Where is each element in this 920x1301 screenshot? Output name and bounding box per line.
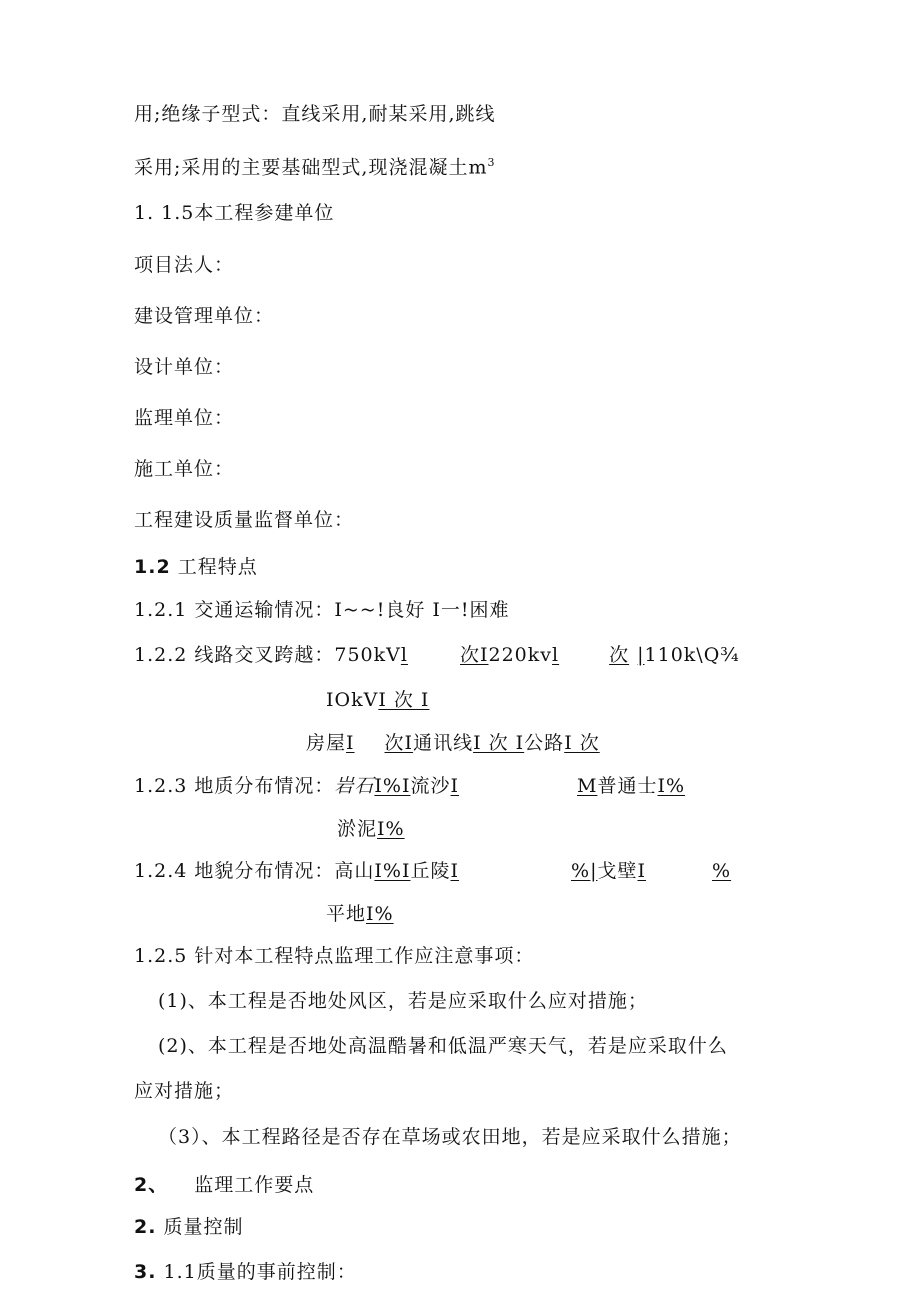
heading-participating-units: 1. 1.5本工程参建单位 <box>134 202 335 224</box>
crossing-220kv-blank <box>552 644 645 666</box>
crossing-220kv-label: 220kv <box>488 644 553 666</box>
crossing-750kv-unit: 次 <box>459 644 480 666</box>
geology-normal-soil-label: 普通士 <box>597 775 658 797</box>
section-number-1-2: 1.2 <box>134 556 171 578</box>
crossing-house-blank <box>346 732 413 754</box>
landform-hill-label: 丘陵 <box>410 860 451 882</box>
crossing-750kv-end: I <box>479 644 489 666</box>
landform-gobi-percent: % <box>712 860 732 882</box>
landform-hill-blank <box>450 860 597 882</box>
landform-hill-percent: % <box>571 860 591 882</box>
crossing-house-unit: 次 <box>384 732 405 754</box>
note-grassland-farmland: （3）、本工程路径是否存在草场或农田地，若是应采取什么措施； <box>158 1126 742 1148</box>
crossing-750kv-blank <box>401 644 489 666</box>
crossing-10kv-label: IOkV <box>326 689 379 711</box>
heading-quality-control <box>134 1214 244 1240</box>
landform-mountain-label: 1.2.4 地貌分布情况：高山 <box>134 860 375 882</box>
item-supervision-notes: 1.2.5 针对本工程特点监理工作应注意事项： <box>134 945 535 967</box>
crossing-telecom-label: 通讯线 <box>413 732 474 754</box>
note-extreme-weather-cont: 应对措施； <box>134 1080 235 1102</box>
crossing-house-end: I <box>404 732 414 754</box>
section-title-quality-control: 质量控制 <box>163 1216 244 1238</box>
note-extreme-weather: (2)、本工程是否地处高温酷暑和低温严寒天气，若是应采取什么 <box>158 1035 728 1057</box>
section-title-project-features: 工程特点 <box>177 556 258 578</box>
superscript-3: 3 <box>487 156 496 169</box>
section-number-3-dot: 3. <box>134 1261 157 1283</box>
item-line-crossings <box>134 642 740 668</box>
item-10kv-crossing <box>326 687 429 713</box>
item-other-crossings <box>306 730 600 756</box>
landform-mountain-blank: I%I <box>374 860 411 882</box>
landform-hill-bar: I <box>450 860 459 882</box>
section-title-supervision-key-points: 监理工作要点 <box>194 1174 315 1196</box>
foundation-text: 采用;采用的主要基础型式,现浇混凝土m <box>134 156 488 179</box>
crossing-220kv-end: | <box>637 644 645 666</box>
crossing-telecom-blank: I 次 I <box>473 732 525 754</box>
geology-rock-blank: I%I <box>374 775 411 797</box>
geology-label: 1.2.3 地质分布情况： <box>134 775 335 797</box>
landform-gobi-label: 戈壁 <box>597 860 638 882</box>
crossing-house-bar: I <box>346 732 355 754</box>
item-transport-conditions: 1.2.1 交通运输情况：I~~!良好 I一!困难 <box>134 599 510 621</box>
crossing-road-label: 公路 <box>524 732 565 754</box>
field-construction-unit: 施工单位： <box>134 458 235 480</box>
landform-gobi-blank <box>637 860 731 882</box>
geology-sand-end: M <box>577 775 598 797</box>
landform-hill-end: | <box>590 860 598 882</box>
crossing-220kv-unit: 次 <box>609 644 630 666</box>
landform-gobi-bar: I <box>637 860 646 882</box>
field-quality-supervision-unit: 工程建设质量监督单位： <box>134 509 355 531</box>
field-construction-management: 建设管理单位： <box>134 305 275 327</box>
geology-sand-bar: I <box>450 775 460 797</box>
text-line-insulator: 用;绝缘子型式：直线采用,耐某采用,跳线 <box>134 103 496 125</box>
item-geology-distribution <box>134 773 685 799</box>
geology-silt-label: 淤泥 <box>337 818 378 840</box>
text-line-foundation <box>134 150 495 180</box>
geology-normal-soil-blank: I% <box>657 775 686 797</box>
note-wind-zone: (1)、本工程是否地处风区，若是应采取什么应对措施； <box>158 990 648 1012</box>
field-project-legal-person: 项目法人： <box>134 254 235 276</box>
item-landform-distribution <box>134 858 731 884</box>
crossing-10kv-blank: I 次 I <box>378 689 430 711</box>
heading-supervision-key-points <box>134 1172 314 1198</box>
section-number-2-dot: 2. <box>134 1216 157 1238</box>
field-supervision-unit: 监理单位： <box>134 407 235 429</box>
landform-plain-blank: I% <box>366 903 394 925</box>
crossing-220kv-bar: l <box>552 644 560 666</box>
section-number-2: 2、 <box>134 1174 169 1196</box>
item-landform-plain <box>326 901 394 927</box>
field-design-unit: 设计单位： <box>134 356 235 378</box>
crossing-750kv-label: 1.2.2 线路交叉跨越：750kV <box>134 644 401 666</box>
geology-sand-label: 流沙 <box>410 775 451 797</box>
crossing-road-blank: I 次 <box>564 732 600 754</box>
crossing-110kv-label: 110k\Q¾ <box>644 644 740 666</box>
crossing-house-label: 房屋 <box>306 732 347 754</box>
geology-sand-blank <box>451 775 598 797</box>
item-geology-silt <box>337 816 405 842</box>
geology-rock-label: 岩石 <box>334 775 375 797</box>
landform-plain-label: 平地 <box>326 903 367 925</box>
heading-pre-control <box>134 1259 357 1285</box>
heading-project-features <box>134 554 258 580</box>
geology-silt-blank: I% <box>377 818 405 840</box>
crossing-750kv-bar: l <box>400 644 408 666</box>
section-title-pre-control: 1.1质量的事前控制： <box>163 1261 357 1283</box>
